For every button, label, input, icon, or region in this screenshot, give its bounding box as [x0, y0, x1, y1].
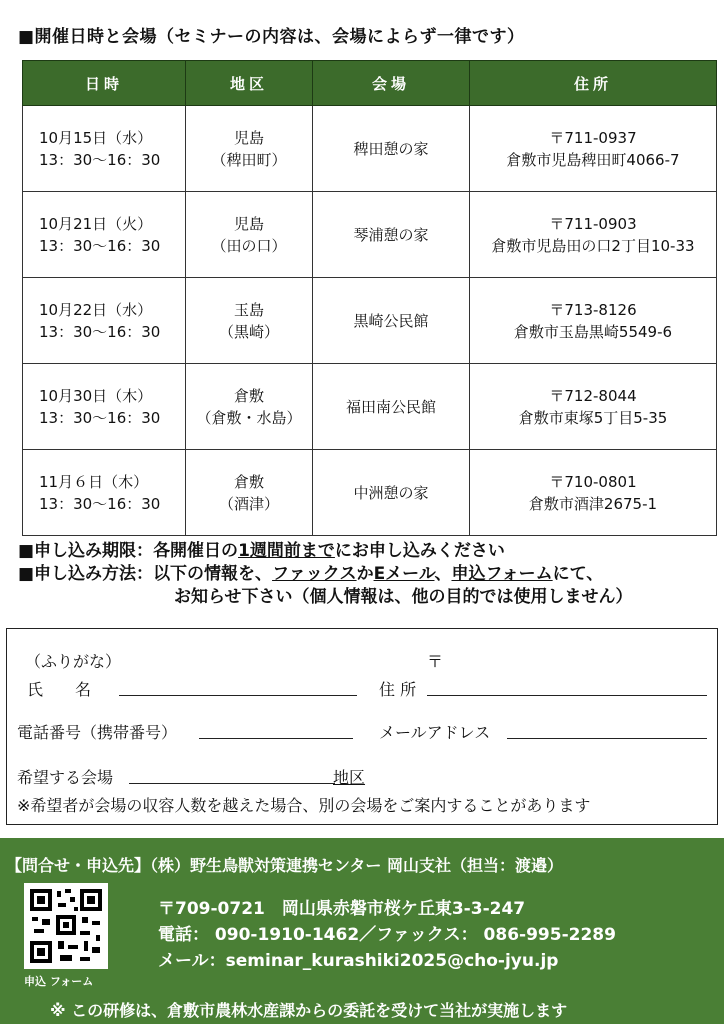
zip: 〒711-0903: [549, 214, 637, 233]
name-field[interactable]: [119, 695, 357, 696]
venue-cell: 中洲憩の家: [313, 450, 470, 536]
area-sub: （倉敷・水島）: [196, 408, 302, 427]
date: 10月15日（水）: [39, 128, 153, 147]
email-field[interactable]: [507, 738, 707, 739]
form-method: 申込フォーム: [451, 564, 553, 584]
address: 倉敷市児島稗田町4066-7: [506, 150, 680, 169]
footer-email[interactable]: メール：seminar_kurashiki2025@cho-jyu.jp: [158, 951, 559, 971]
email-label: メールアドレス: [379, 723, 491, 742]
method-note: [18, 563, 633, 586]
time: 13：30〜16：30: [39, 150, 161, 169]
schedule-table: [22, 60, 717, 536]
datetime-cell: [23, 364, 186, 450]
venue-cell: 琴浦憩の家: [313, 192, 470, 278]
deadline-text-end: にお申し込みください: [334, 541, 505, 561]
method-note-line2: お知らせ下さい（個人情報は、他の目的では使用しません）: [174, 587, 633, 607]
area-sub: （田の口）: [211, 236, 287, 255]
address-label: 住 所: [379, 680, 417, 699]
area-cell: [186, 106, 313, 192]
venue-cell: 稗田憩の家: [313, 106, 470, 192]
method-comma: 、: [434, 564, 452, 584]
contact-label: 【問合せ・申込先】: [6, 856, 151, 875]
table-header-row: [23, 61, 717, 106]
zip-mark: 〒: [427, 652, 444, 671]
application-notes: [18, 540, 633, 609]
furigana-label: （ふりがな）: [25, 652, 122, 671]
area-cell: [186, 278, 313, 364]
address-field[interactable]: [427, 695, 707, 696]
area: 児島: [233, 128, 264, 147]
method-end: にて、: [552, 564, 604, 584]
section-heading: ■開催日時と会場（セミナーの内容は、会場によらず一律です）: [18, 27, 525, 47]
qr-code-icon: [30, 889, 102, 963]
deadline-label: ■申し込み期限：: [18, 541, 154, 561]
time: 13：30〜16：30: [39, 494, 161, 513]
area-sub: （稗田町）: [211, 150, 287, 169]
time: 13：30〜16：30: [39, 322, 161, 341]
header-venue: 会場: [313, 61, 470, 106]
table-row: [23, 192, 717, 278]
address: 倉敷市酒津2675-1: [528, 494, 658, 513]
fax-method: ファックス: [272, 564, 357, 584]
zip: 〒711-0937: [549, 128, 637, 147]
area-cell: [186, 364, 313, 450]
area-cell: [186, 450, 313, 536]
footer-address: 〒709-0721 岡山県赤磐市桜ケ丘東3-3-247: [158, 899, 526, 919]
table-row: [23, 364, 717, 450]
area: 児島: [233, 214, 264, 233]
area: 倉敷: [233, 472, 264, 491]
method-text: 以下の情報を、: [153, 564, 273, 584]
datetime-cell: [23, 106, 186, 192]
footer-phone: 電話： 090-1910-1462／ファックス： 086-995-2289: [158, 925, 616, 945]
address-cell: [470, 192, 717, 278]
header-area: 地区: [186, 61, 313, 106]
venue-cell: 福田南公民館: [313, 364, 470, 450]
area: 玉島: [233, 300, 264, 319]
venue-cell: 黒崎公民館: [313, 278, 470, 364]
header-address: 住所: [470, 61, 717, 106]
zip: 〒710-0801: [549, 472, 637, 491]
address-cell: [470, 106, 717, 192]
area-label: 地区: [333, 768, 366, 787]
qr-code[interactable]: [24, 883, 108, 969]
area-cell: [186, 192, 313, 278]
datetime-cell: [23, 450, 186, 536]
zip: 〒712-8044: [549, 386, 637, 405]
method-label: ■申し込み方法：: [18, 564, 154, 584]
datetime-cell: [23, 192, 186, 278]
table-row: [23, 278, 717, 364]
date: 10月22日（水）: [39, 300, 153, 319]
zip: 〒713-8126: [549, 300, 637, 319]
email-method: Eメール: [373, 564, 435, 584]
area-sub: （黒崎）: [218, 322, 279, 341]
phone-field[interactable]: [199, 738, 353, 739]
address: 倉敷市東塚5丁目5-35: [518, 408, 668, 427]
venue-field[interactable]: [129, 783, 335, 784]
time: 13：30〜16：30: [39, 408, 161, 427]
address-cell: [470, 364, 717, 450]
footer-disclaimer: ※ この研修は、倉敷市農林水産課からの委託を受けて当社が実施します: [50, 1001, 568, 1020]
date: 10月30日（木）: [39, 386, 153, 405]
deadline-note: [18, 540, 633, 563]
time: 13：30〜16：30: [39, 236, 161, 255]
qr-label: 申込 フォーム: [24, 975, 94, 988]
header-datetime: 日時: [23, 61, 186, 106]
area-sub: （酒津）: [218, 494, 279, 513]
deadline-emphasis: 1週間前まで: [238, 541, 335, 561]
method-connector: か: [356, 564, 374, 584]
date: 11月６日（木）: [39, 472, 149, 491]
capacity-note: ※希望者が会場の収容人数を越えた場合、別の会場をご案内することがあります: [17, 796, 591, 815]
phone-label: 電話番号（携帯番号）: [17, 723, 178, 742]
address-cell: [470, 450, 717, 536]
table-row: [23, 106, 717, 192]
name-label: 氏 名: [27, 680, 92, 699]
contact-footer: [0, 838, 724, 1024]
contact-organization: （株）野生鳥獣対策連携センター 岡山支社（担当：渡邉）: [150, 856, 563, 875]
venue-label: 希望する会場: [17, 768, 114, 787]
address: 倉敷市児島田の口2丁目10-33: [491, 236, 695, 255]
application-form: [6, 628, 718, 825]
contact-heading: [6, 853, 563, 876]
table-row: [23, 450, 717, 536]
address-cell: [470, 278, 717, 364]
area: 倉敷: [233, 386, 264, 405]
datetime-cell: [23, 278, 186, 364]
date: 10月21日（火）: [39, 214, 153, 233]
address: 倉敷市玉島黒崎5549-6: [513, 322, 673, 341]
deadline-text: 各開催日の: [153, 541, 239, 561]
